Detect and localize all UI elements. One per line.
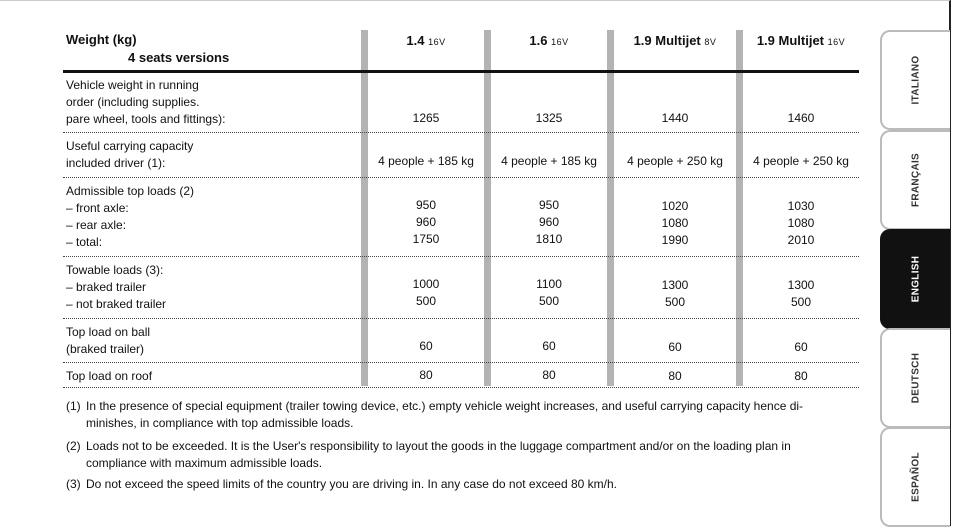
row-divider bbox=[63, 177, 859, 178]
row-label-vehicle-weight bbox=[66, 77, 225, 128]
row-divider bbox=[63, 132, 859, 133]
cell-line: 1030 bbox=[787, 199, 815, 213]
label-line: Vehicle weight in running bbox=[66, 78, 199, 92]
cell-line: 950 bbox=[415, 198, 437, 212]
footnote-2 bbox=[66, 438, 862, 472]
footnote-line bbox=[66, 398, 862, 415]
table-cell: 60 bbox=[542, 339, 556, 353]
cell-line: 500 bbox=[538, 294, 560, 308]
cell-line: 960 bbox=[415, 215, 437, 229]
table-cell: 4 people + 185 kg bbox=[378, 154, 474, 168]
footnote-continuation: compliance with maximum admissible loads. bbox=[86, 456, 323, 470]
column-separator bbox=[736, 30, 743, 386]
column-header-sub: 16V bbox=[551, 37, 569, 47]
footnote-number: (2) bbox=[66, 439, 81, 453]
footnote-1 bbox=[66, 398, 862, 432]
table-cell: 60 bbox=[794, 340, 808, 354]
cell-line: 1300 bbox=[787, 278, 815, 292]
table-cell: 4 people + 250 kg bbox=[627, 154, 723, 168]
table-title: Weight (kg) bbox=[66, 32, 137, 47]
cell-line: 1080 bbox=[661, 216, 689, 230]
footnote-text: Do not exceed the speed limits of the country you are driving in. In any case do not exceed 80 km/h. bbox=[86, 477, 617, 491]
label-line: – not braked trailer bbox=[66, 297, 167, 311]
label-line: Top load on roof bbox=[66, 369, 153, 383]
column-separator bbox=[361, 30, 368, 386]
footnote-line bbox=[66, 476, 862, 493]
label-line: – total: bbox=[66, 235, 103, 249]
column-header-sub: 16V bbox=[827, 37, 846, 47]
row-label-admissible-loads bbox=[66, 183, 194, 251]
cell-line: 1000 bbox=[412, 277, 440, 291]
label-line: (braked trailer) bbox=[66, 342, 145, 356]
tab-label: ESPAÑOL bbox=[910, 452, 922, 502]
label-line: Towable loads (3): bbox=[66, 263, 164, 277]
tab-italiano[interactable] bbox=[880, 30, 950, 130]
cell-line: 1100 bbox=[536, 277, 562, 291]
row-label-load-on-ball bbox=[66, 324, 150, 358]
footnote-line bbox=[66, 438, 862, 455]
table-cell: 60 bbox=[668, 340, 682, 354]
table-cell bbox=[614, 198, 736, 249]
label-line: Admissible top loads (2) bbox=[66, 184, 195, 198]
table-cell: 1265 bbox=[412, 111, 440, 125]
footnote-continuation: minishes, in compliance with top admissible loads. bbox=[86, 416, 354, 430]
header-rule bbox=[63, 70, 859, 73]
column-separator bbox=[484, 30, 491, 386]
column-header-main: 1.9 Multijet bbox=[633, 33, 701, 48]
cell-line: 1300 bbox=[661, 278, 689, 292]
footnote-3 bbox=[66, 476, 862, 493]
row-label-carrying-capacity bbox=[66, 138, 193, 172]
cell-line: 500 bbox=[415, 294, 437, 308]
table-cell: 80 bbox=[794, 369, 808, 383]
row-divider bbox=[63, 387, 859, 388]
label-line: Useful carrying capacity bbox=[66, 139, 194, 153]
row-divider bbox=[63, 362, 859, 363]
table-cell: 1440 bbox=[661, 111, 689, 125]
footnote-text: In the presence of special equipment (trailer towing device, etc.) empty vehicle weight increases, and useful carrying capacity hence di- bbox=[86, 399, 804, 413]
label-line: Top load on ball bbox=[66, 325, 151, 339]
column-header-4 bbox=[743, 33, 859, 48]
cell-line: 1990 bbox=[661, 233, 689, 247]
label-line: – braked trailer bbox=[66, 280, 147, 294]
column-header-1 bbox=[368, 33, 484, 48]
column-header-main: 1.6 bbox=[529, 33, 548, 48]
label-line: – front axle: bbox=[66, 201, 129, 215]
cell-line: 960 bbox=[538, 215, 560, 229]
table-cell: 80 bbox=[542, 368, 556, 382]
cell-line: 950 bbox=[538, 198, 560, 212]
tab-deutsch[interactable] bbox=[880, 328, 950, 428]
table-cell: 4 people + 250 kg bbox=[753, 154, 849, 168]
cell-line: 1810 bbox=[535, 232, 563, 246]
column-header-3 bbox=[614, 33, 736, 48]
tab-francais[interactable] bbox=[880, 130, 950, 230]
row-divider bbox=[63, 256, 859, 257]
row-label-towable-loads bbox=[66, 262, 166, 313]
column-header-sub: 16V bbox=[428, 37, 446, 47]
cell-line: 1080 bbox=[787, 216, 815, 230]
cell-line: 2010 bbox=[787, 233, 815, 247]
footnote-number: (3) bbox=[66, 477, 81, 491]
tab-espanol[interactable] bbox=[880, 427, 950, 527]
table-cell: 80 bbox=[668, 369, 682, 383]
table-cell bbox=[743, 198, 859, 249]
cell-line: 1750 bbox=[412, 232, 440, 246]
label-line: pare wheel, tools and fittings): bbox=[66, 112, 226, 126]
table-subtitle: 4 seats versions bbox=[128, 50, 230, 65]
tab-english[interactable] bbox=[880, 229, 950, 329]
column-header-2 bbox=[491, 33, 607, 48]
label-line: included driver (1): bbox=[66, 156, 166, 170]
tab-label: ENGLISH bbox=[910, 255, 922, 303]
row-label-load-on-roof bbox=[66, 368, 152, 385]
table-cell bbox=[743, 277, 859, 311]
tab-label: FRANÇAIS bbox=[910, 152, 922, 208]
table-cell: 60 bbox=[419, 339, 433, 353]
table-cell bbox=[368, 197, 484, 248]
column-separator bbox=[607, 30, 614, 386]
column-header-main: 1.9 Multijet bbox=[756, 33, 825, 48]
table-cell bbox=[368, 276, 484, 310]
table-cell: 1325 bbox=[535, 111, 563, 125]
table-cell: 80 bbox=[419, 368, 433, 382]
row-divider bbox=[63, 318, 859, 319]
table-cell bbox=[491, 197, 607, 248]
table-cell: 4 people + 185 kg bbox=[501, 154, 597, 168]
label-line: – rear axle: bbox=[66, 218, 127, 232]
column-header-main: 1.4 bbox=[406, 33, 425, 48]
tab-label: ITALIANO bbox=[910, 55, 922, 105]
cell-line: 500 bbox=[790, 295, 812, 309]
footnote-text: Loads not to be exceeded. It is the User's responsibility to layout the goods in the luggage compartment and/or on the loading plan in bbox=[86, 439, 791, 453]
tab-label: DEUTSCH bbox=[910, 352, 922, 404]
table-cell bbox=[491, 276, 607, 310]
cell-line: 1020 bbox=[661, 199, 689, 213]
label-line: order (including supplies. bbox=[66, 95, 200, 109]
table-cell: 1460 bbox=[787, 111, 815, 125]
footnote-number: (1) bbox=[66, 399, 81, 413]
cell-line: 500 bbox=[664, 295, 686, 309]
table-cell bbox=[614, 277, 736, 311]
column-header-sub: 8V bbox=[704, 37, 717, 47]
